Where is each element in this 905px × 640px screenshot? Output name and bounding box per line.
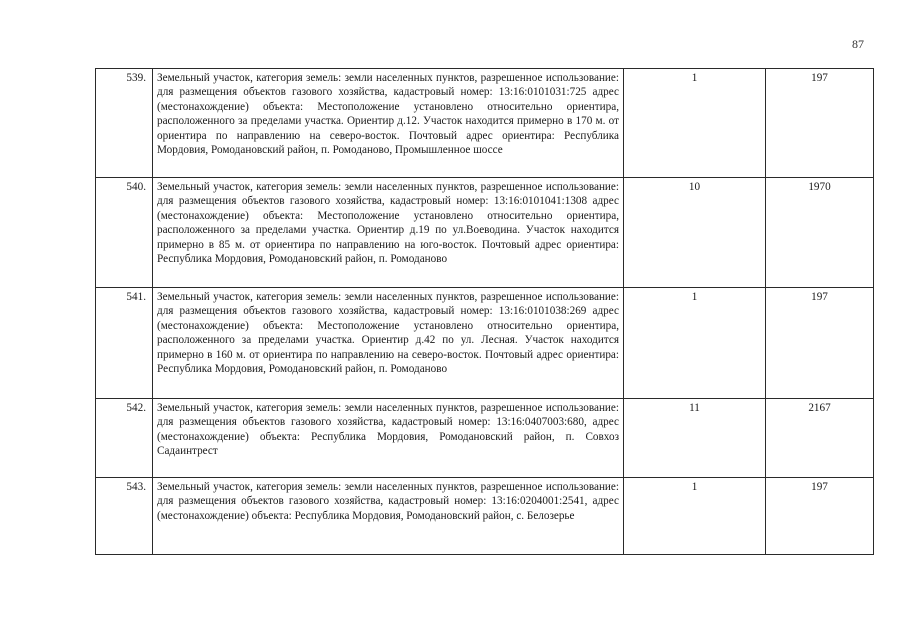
row-quantity: 1 (624, 478, 766, 555)
row-number: 543. (96, 478, 153, 555)
row-quantity: 1 (624, 288, 766, 399)
property-registry-table (95, 68, 874, 555)
row-value: 197 (766, 69, 874, 178)
row-number: 540. (96, 178, 153, 288)
row-description: Земельный участок, категория земель: земли населенных пунктов, разрешенное использование: для размещения объектов газового хозяйства, кадастровый номер: 13:16:0101031:725 адрес (местонахождение) объекта: Местоположение установлено относительно ориентира, расположенного за пределами участка. Ориентир д.12. Участок находится примерно в 170 м. от ориентира по направлению на северо-восток. Почтовый адрес ориентира: Республика Мордовия, Ромодановский район, п. Ромоданово, Промышленное шоссе (153, 69, 624, 178)
row-number: 541. (96, 288, 153, 399)
row-quantity: 1 (624, 69, 766, 178)
table-row (96, 69, 874, 178)
row-value: 2167 (766, 399, 874, 478)
row-description: Земельный участок, категория земель: земли населенных пунктов, разрешенное использование: для размещения объектов газового хозяйства, кадастровый номер: 13:16:0204001:2541, адрес (местонахождение) объекта: Республика Мордовия, Ромодановский район, с. Белозерье (153, 478, 624, 555)
row-description: Земельный участок, категория земель: земли населенных пунктов, разрешенное использование: для размещения объектов газового хозяйства, кадастровый номер: 13:16:0407003:680, адрес (местонахождение) объекта: Республика Мордовия, Ромодановский район, п. Совхоз Садаинтрест (153, 399, 624, 478)
row-number: 539. (96, 69, 153, 178)
row-value: 197 (766, 288, 874, 399)
table-row (96, 178, 874, 288)
page-number: 87 (852, 37, 864, 51)
row-description: Земельный участок, категория земель: земли населенных пунктов, разрешенное использование: для размещения объектов газового хозяйства, кадастровый номер: 13:16:0101038:269 адрес (местонахождение) объекта: Местоположение установлено относительно ориентира, расположенного за пределами участка. Ориентир д.42 по ул. Лесная. Участок находится примерно в 160 м. от ориентира по направлению на северо-восток. Почтовый адрес ориентира: Республика Мордовия, Ромодановский район, п. Ромоданово (153, 288, 624, 399)
row-quantity: 11 (624, 399, 766, 478)
row-value: 197 (766, 478, 874, 555)
row-value: 1970 (766, 178, 874, 288)
table-row (96, 478, 874, 555)
row-quantity: 10 (624, 178, 766, 288)
table-row (96, 288, 874, 399)
table-row (96, 399, 874, 478)
row-description: Земельный участок, категория земель: земли населенных пунктов, разрешенное использование: для размещения объектов газового хозяйства, кадастровый номер: 13:16:0101041:1308 адрес (местонахождение) объекта: Местоположение установлено относительно ориентира, расположенного за пределами участка. Ориентир д.19 по ул.Воеводина. Участок находится примерно в 85 м. от ориентира по направлению на юго-восток. Почтовый адрес ориентира: Республика Мордовия, Ромодановский район, п. Ромоданово (153, 178, 624, 288)
row-number: 542. (96, 399, 153, 478)
